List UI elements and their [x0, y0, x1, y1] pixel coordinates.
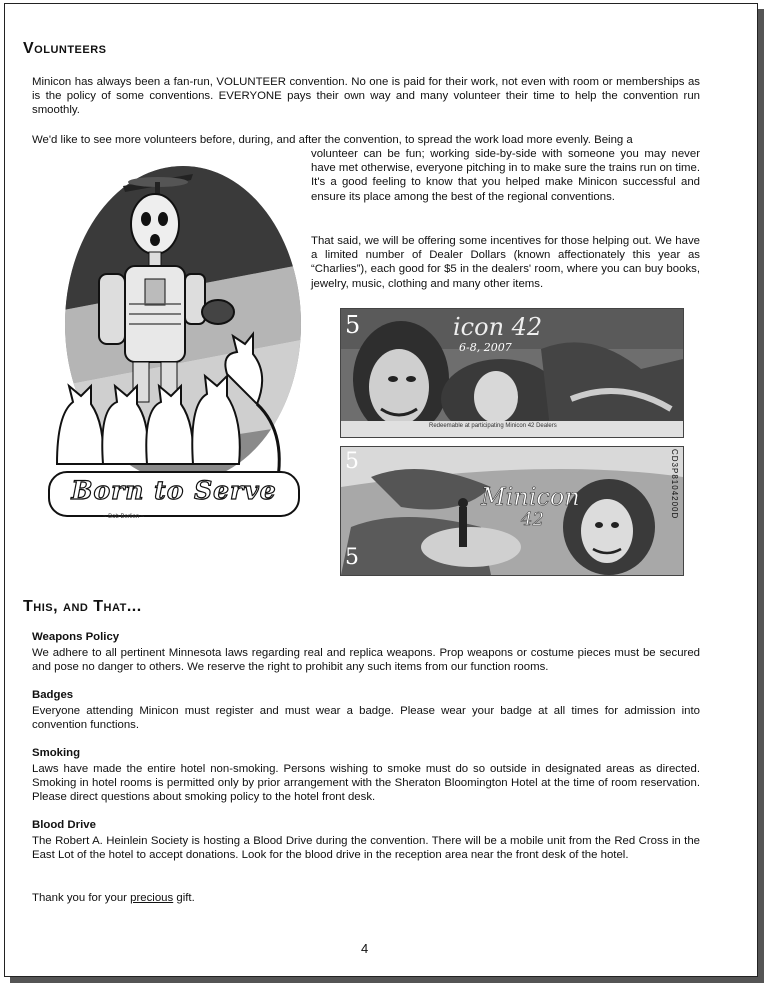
- back-serial: CD3P8104200D: [670, 449, 679, 520]
- badges-text: Everyone attending Minicon must register and must wear a badge. Please wear your badge at all times for admission into convention functions.: [32, 705, 700, 732]
- volunteers-paragraph-2-rest: volunteer can be fun; working side-by-side with someone you may never have met otherwise, everyone pitching in to make sure the trains run on time. It's a good feeling to know that you helped make Minicon successful and ensure its place among the best of the regional conventions.: [311, 148, 700, 203]
- this-and-that-heading: This, and That...: [23, 598, 142, 615]
- dealer-dollar-front: [340, 308, 684, 438]
- volunteers-paragraph-3: That said, we will be offering some incentives for those helping out. We have a limited number of Dealer Dollars (known affectionately this year as “Charlies”), each good for $5 in the dealers' room, where you can buy books, jewelry, music, clothing and many other items.: [311, 235, 700, 290]
- back-denomination-bottom: 5: [345, 545, 359, 570]
- weapons-policy-text: We adhere to all pertinent Minnesota laws regarding real and replica weapons. Prop weapons or costume pieces must be secured and pose no danger to others. We reserve the right to prohibit any such items from our function rooms.: [32, 647, 700, 674]
- front-caption: Redeemable at participating Minicon 42 Dealers: [429, 423, 557, 429]
- thank-you-before: Thank you for your: [32, 892, 131, 904]
- thank-you-after: gift.: [173, 892, 195, 904]
- smoking-text: Laws have made the entire hotel non-smoking. Persons wishing to smoke must do so outside in designated areas as directed. Smoking in hotel rooms is permitted only by prior arrangement with the Sheraton Bloomington Hotel at the time of room reservation. Please direct questions about smoking policy to the hotel front desk.: [32, 763, 700, 804]
- front-title: icon 42: [453, 313, 543, 341]
- page-number: 4: [361, 941, 369, 956]
- volunteers-paragraph-1: Minicon has always been a fan-run, VOLUNTEER convention. No one is paid for their work, not even with room or memberships as is the policy of some conventions. EVERYONE pays their own way and many volunteer their time to help the convention run smoothly.: [32, 76, 700, 117]
- front-denomination: 5: [345, 311, 361, 339]
- volunteers-paragraph-2-intro: We'd like to see more volunteers before, during, and after the convention, to spread the work load more evenly. Being a: [32, 134, 633, 146]
- thank-you-underlined: precious: [130, 892, 174, 904]
- thank-you-line: [32, 891, 700, 905]
- smoking-title: Smoking: [32, 747, 81, 759]
- back-denomination-top: 5: [345, 449, 359, 474]
- blood-drive-text: The Robert A. Heinlein Society is hosting a Blood Drive during the convention. There will be a mobile unit from the Red Cross in the East Lot of the hotel to accept donations. Look for the blood drive in the reception area near the front desk of the hotel.: [32, 835, 700, 862]
- back-title-line1: Minicon: [481, 483, 580, 511]
- volunteers-heading: Volunteers: [23, 40, 107, 57]
- badges-title: Badges: [32, 689, 74, 701]
- artist-signature: ~ Bob Berlien ~: [103, 514, 145, 520]
- back-title-line2: 42: [521, 509, 544, 530]
- page: [4, 3, 758, 977]
- front-date: 6-8, 2007: [459, 341, 512, 354]
- born-to-serve-banner: Born to Serve: [71, 476, 277, 505]
- born-to-serve-illustration: [43, 164, 305, 526]
- blood-drive-title: Blood Drive: [32, 819, 96, 831]
- dealer-dollar-back: [340, 446, 684, 576]
- weapons-policy-title: Weapons Policy: [32, 631, 120, 643]
- dealer-dollar-back-image: [341, 447, 683, 575]
- robot-cats-drawing: [43, 164, 305, 526]
